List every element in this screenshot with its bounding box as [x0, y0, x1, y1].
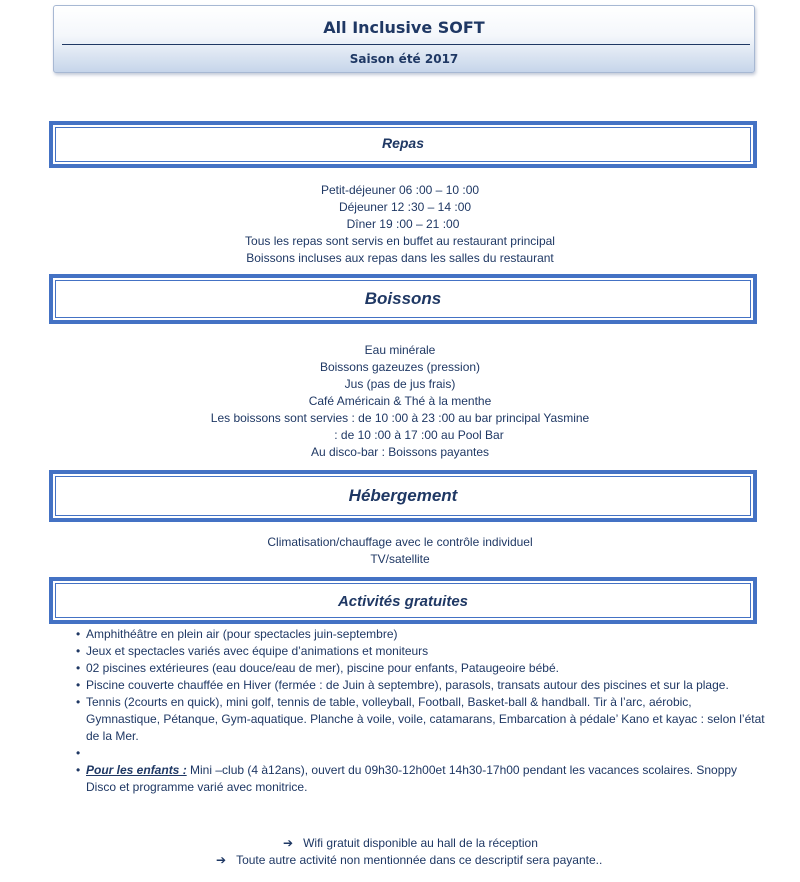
section-hebergement-header: [49, 470, 757, 522]
kids-label: Pour les enfants :: [86, 763, 187, 777]
list-item: • 02 piscines extérieures (eau douce/eau de mer), piscine pour enfants, Pataugeoire bébé.: [76, 661, 559, 675]
boissons-line: Café Américain & Thé à la menthe: [308, 394, 492, 408]
hebergement-line: TV/satellite: [370, 552, 430, 566]
repas-line: Boissons incluses aux repas dans les salles du restaurant: [246, 251, 554, 265]
section-repas-title: Repas: [381, 135, 425, 151]
header-divider: [62, 44, 750, 45]
section-activites-header: [49, 577, 757, 624]
boissons-line: Eau minérale: [364, 343, 436, 357]
section-boissons-title: Boissons: [364, 289, 442, 308]
page-title: All Inclusive SOFT: [323, 18, 485, 37]
section-repas-header: [49, 121, 757, 168]
list-item: • Amphithéâtre en plein air (pour spectacles juin-septembre): [76, 627, 398, 641]
repas-line: Petit-déjeuner 06 :00 – 10 :00: [320, 183, 480, 197]
list-item: [76, 745, 766, 762]
bullet-icon: •: [76, 746, 81, 760]
arrow-right-icon: ➔: [216, 853, 227, 867]
bullet-icon: •: [76, 678, 81, 692]
list-item: • Tennis (2courts en quick), mini golf, tennis de table, volleyball, Football, Basket-ball & handball. Tir à l’arc, aérobic, Gymnastique, Pétanque, Gym-aquatique. Planche à voile, voile, catamarans, Embarcation à pédale’ Kano et kayac : selon l’état de la Mer.: [76, 695, 765, 743]
boissons-line: Au disco-bar : Boissons payantes: [310, 445, 490, 459]
boissons-line: Jus (pas de jus frais): [344, 377, 456, 391]
boissons-line: : de 10 :00 à 17 :00 au Pool Bar: [334, 428, 504, 442]
bullet-icon: •: [76, 627, 81, 641]
arrow-right-icon: ➔: [283, 836, 294, 850]
bullet-icon: •: [76, 644, 81, 658]
bullet-icon: •: [76, 661, 81, 675]
boissons-line: Les boissons sont servies : de 10 :00 à 23 :00 au bar principal Yasmine: [210, 411, 590, 425]
repas-line: Dîner 19 :00 – 21 :00: [346, 217, 460, 231]
list-item: • Jeux et spectacles variés avec équipe d’animations et moniteurs: [76, 644, 429, 658]
hebergement-line: Climatisation/chauffage avec le contrôle individuel: [267, 535, 533, 549]
section-hebergement-title: Hébergement: [348, 486, 458, 505]
page-subtitle: Saison été 2017: [349, 52, 459, 66]
list-item: • Piscine couverte chauffée en Hiver (fermée : de Juin à septembre), parasols, transats autour des piscines et sur la plage.: [76, 678, 729, 692]
activites-list: [76, 626, 766, 796]
footer-note-wifi: ➔ Wifi gratuit disponible au hall de la réception: [283, 836, 538, 850]
repas-line: Déjeuner 12 :30 – 14 :00: [338, 200, 472, 214]
section-boissons-header: [49, 274, 757, 324]
bullet-icon: •: [76, 763, 81, 777]
list-item-kids: [76, 762, 766, 796]
repas-line: Tous les repas sont servis en buffet au restaurant principal: [245, 234, 555, 248]
footer-note-other: ➔ Toute autre activité non mentionnée dans ce descriptif sera payante..: [216, 853, 603, 867]
kids-text: Mini –club (4 à12ans), ouvert du 09h30-12h00et 14h30-17h00 pendant les vacances scolaires. Snoppy Disco et programme varié avec monitrice.: [86, 763, 738, 794]
boissons-line: Boissons gazeuzes (pression): [319, 360, 481, 374]
section-activites-title: Activités gratuites: [337, 593, 469, 610]
bullet-icon: •: [76, 695, 81, 709]
header-box: [53, 5, 755, 73]
